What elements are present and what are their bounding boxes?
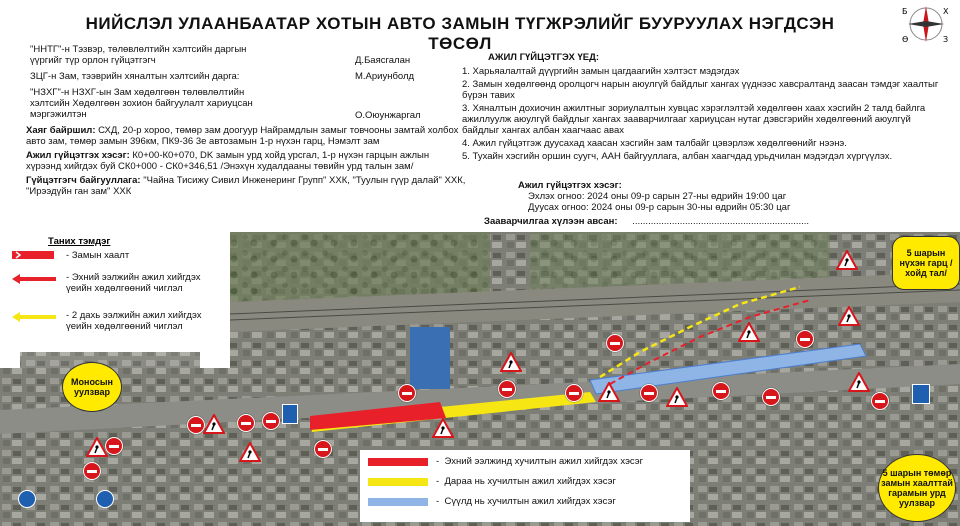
no-entry-icon	[398, 384, 416, 402]
no-entry-icon	[262, 412, 280, 430]
approval-row	[30, 87, 450, 121]
legend-item	[66, 310, 226, 332]
legend-text: Эхний ээлжийн ажил хийгдэх үеийн хөдөлгөөний чиглэл	[66, 272, 201, 294]
u-turn-sign-icon	[912, 384, 930, 404]
work-area-text: К0+00-К0+070, DK замын урд хойд урсгал, 1-р нүхэн гарцын ажлын хүрээнд хийгдэх буй СК0+000 - СК0+346,51 /Энэхүн худалдааны төвийн урд талын зам/	[26, 150, 430, 172]
roadwork-sign-icon	[500, 352, 522, 372]
contractor-label: Гүйцэтгэгч байгууллага:	[26, 175, 141, 186]
paving-legend-item	[436, 456, 643, 467]
roadwork-sign-icon	[836, 250, 858, 270]
direction-sign-icon	[18, 490, 36, 508]
legend-text: Замын хаалт	[71, 250, 130, 261]
no-entry-icon	[83, 462, 101, 480]
instruction-line	[484, 216, 809, 227]
paving-legend-item	[436, 496, 616, 507]
step-item: 1. Харьяалалтай дүүргийн замын цагдаагийн хэлтэст мэдэгдэх	[462, 66, 740, 77]
approval-role: ЗЦГ-н Зам, тээврийн хяналтын хэлтсийн дарга:	[30, 71, 240, 82]
no-entry-icon	[712, 382, 730, 400]
no-entry-icon	[314, 440, 332, 458]
approval-role: үүргийг түр орлон гүйцэтгэгч	[30, 55, 156, 66]
contractor	[26, 175, 466, 197]
step-item: 3. Хяналтын дохиочин ажилтныг зориулалтын хувцас хэрэглэлтэй хөдөлгөөн хаах хэсгийн 2 талд байлга ажиллуулж аюулгүй байдлыг хангах зааварчилгааг хариуцсан нутаг дэвсгэрийн хөдөлгөөний аюулгүй байдлыг хангах албан хаагчаас авах	[462, 103, 926, 136]
paving-legend	[360, 450, 690, 522]
red-arrow-icon	[12, 274, 56, 284]
paving-swatch-red	[368, 458, 428, 466]
no-entry-icon	[237, 414, 255, 432]
roadwork-sign-icon	[432, 418, 454, 438]
approval-role: хэлтсийн Хөдөлгөөн зохион байгуулалт хариуцсан	[30, 98, 253, 109]
compass-icon	[898, 2, 954, 46]
no-entry-icon	[498, 380, 516, 398]
approval-name: О.Оюунжаргал	[355, 110, 421, 121]
approval-name: Д.Баясгалан	[355, 55, 411, 66]
project-info	[26, 125, 466, 197]
legend-dash: -	[436, 456, 440, 467]
paving-legend-text: Сүүлд нь хучилтын ажил хийгдэх хэсэг	[444, 496, 616, 507]
legend-dash: -	[436, 496, 440, 507]
no-entry-icon	[796, 330, 814, 348]
steps-block	[462, 52, 942, 162]
legend-dash: -	[436, 476, 440, 487]
schedule-title: Ажил гүйцэтгэх хэсэг:	[518, 180, 622, 191]
approval-role: "НЗХГ"-н НЗХГ-ын Зам хөдөлгөөн төлөвлөлтийн	[30, 87, 245, 98]
legend-item	[66, 250, 129, 261]
monos-junction-callout: Моносын уулзвар	[62, 362, 122, 412]
address	[26, 125, 466, 147]
roadwork-sign-icon	[838, 306, 860, 326]
roadwork-sign-icon	[239, 442, 261, 462]
step-item: 4. Ажил гүйцэтгэж дуусахад хаасан хэсгийн зам талбайг цэвэрлэж хөдөлгөөнийг нээнэ.	[462, 138, 847, 149]
instruction-blank: ...................................................................	[632, 216, 810, 227]
barrier-icon	[12, 250, 54, 260]
roadwork-sign-icon	[598, 382, 620, 402]
roadwork-sign-icon	[738, 322, 760, 342]
address-label: Хаяг байршил:	[26, 125, 96, 136]
tunnel-north-callout: 5 шарын нүхэн гарц /хойд тал/	[892, 236, 960, 290]
steps-title: АЖИЛ ГҮЙЦЭТГЭХ ҮЕД:	[488, 52, 600, 63]
legend-dash: -	[66, 310, 70, 321]
approval-row	[30, 44, 450, 66]
step-item: 2. Замын хөдөлгөөнд оролцогч нарын аюулгүй байдлыг хангах үүднээс хавсралтанд заасан тэмдэг хаалтыг бүрэн тавих	[462, 79, 939, 101]
legend-dash: -	[66, 250, 70, 261]
approval-role: "ННТГ"-н Тэзвэр, төлөвлөлтийн хэлтсийн даргын	[30, 44, 247, 55]
approval-name: М.Ариунболд	[355, 71, 415, 82]
compass-label-s: Ө	[902, 35, 909, 44]
instruction-label: Зааварчилгаа хүлээн авсан:	[484, 216, 618, 227]
step-item: 5. Тухайн хэсгийн оршин суугч, ААН байгууллага, албан хаагчдад урьдчилан мэдэгдэл хүргүүлэх.	[462, 151, 893, 162]
approval-row	[30, 71, 450, 87]
paving-legend-text: Эхний ээлжинд хучилтын ажил хийгдэх хэсэг	[444, 456, 644, 467]
no-entry-icon	[640, 384, 658, 402]
schedule-end: Дуусах огноо: 2024 оны 09-р сарын 30-ны өдрийн 05:30 цаг	[528, 202, 791, 213]
legend-title: Таних тэмдэг	[48, 236, 111, 247]
direction-sign-icon	[96, 490, 114, 508]
page-title: НИЙСЛЭЛ УЛААНБААТАР ХОТЫН АВТО ЗАМЫН ТҮГЖРЭЛИЙГ БУУРУУЛАХ НЭГДСЭН ТӨСӨЛ	[85, 14, 835, 53]
no-entry-icon	[871, 392, 889, 410]
no-entry-icon	[606, 334, 624, 352]
roadwork-sign-icon	[848, 372, 870, 392]
contractor-text: "Чайна Тисижу Сивил Инженеринг Групп" ХХК, "Туулын гүүр далай" ХХК, "Ирээдүйн ган зам" ХХК	[26, 175, 466, 197]
compass-label-w: Б	[902, 7, 908, 16]
legend-item	[66, 272, 226, 294]
roadwork-sign-icon	[203, 414, 225, 434]
no-entry-icon	[565, 384, 583, 402]
approval-role: мэргэжилтэн	[30, 109, 87, 120]
bus-stop-icon	[282, 404, 298, 424]
roadwork-sign-icon	[666, 387, 688, 407]
work-area	[26, 150, 466, 172]
paving-legend-item	[436, 476, 616, 487]
rail-crossing-callout: 5 шарын төмөр замын хаалттай гарамын урд уулзвар	[878, 454, 956, 522]
legend-box	[0, 232, 228, 352]
compass-label-n: Х	[943, 7, 949, 16]
no-entry-icon	[762, 388, 780, 406]
work-area-label: Ажил гүйцэтгэх хэсэг:	[26, 150, 130, 161]
legend-text: 2 дахь ээлжийн ажил хийгдэх үеийн хөдөлгөөний чиглэл	[66, 310, 202, 332]
roadwork-sign-icon	[86, 437, 108, 457]
address-text: СХД, 20-р хороо, төмөр зам доогуур Найрамдлын замыг товчооны замтай холбох авто зам, төмөр замын 396км, ПК9-36 3е автозамын 1-р нүхэн гарц, Нэмэлт зам	[26, 125, 459, 147]
paving-legend-text: Дараа нь хучилтын ажил хийгдэх хэсэг	[444, 476, 616, 487]
schedule-start: Эхлэх огноо: 2024 оны 09-р сарын 27-ны өдрийн 19:00 цаг	[528, 191, 787, 202]
paving-swatch-yellow	[368, 478, 428, 486]
paving-swatch-blue	[368, 498, 428, 506]
yellow-arrow-icon	[12, 312, 56, 322]
legend-dash: -	[66, 272, 70, 283]
schedule-block	[518, 180, 918, 213]
approvals-block	[30, 44, 450, 121]
compass-label-e: З	[943, 35, 949, 44]
